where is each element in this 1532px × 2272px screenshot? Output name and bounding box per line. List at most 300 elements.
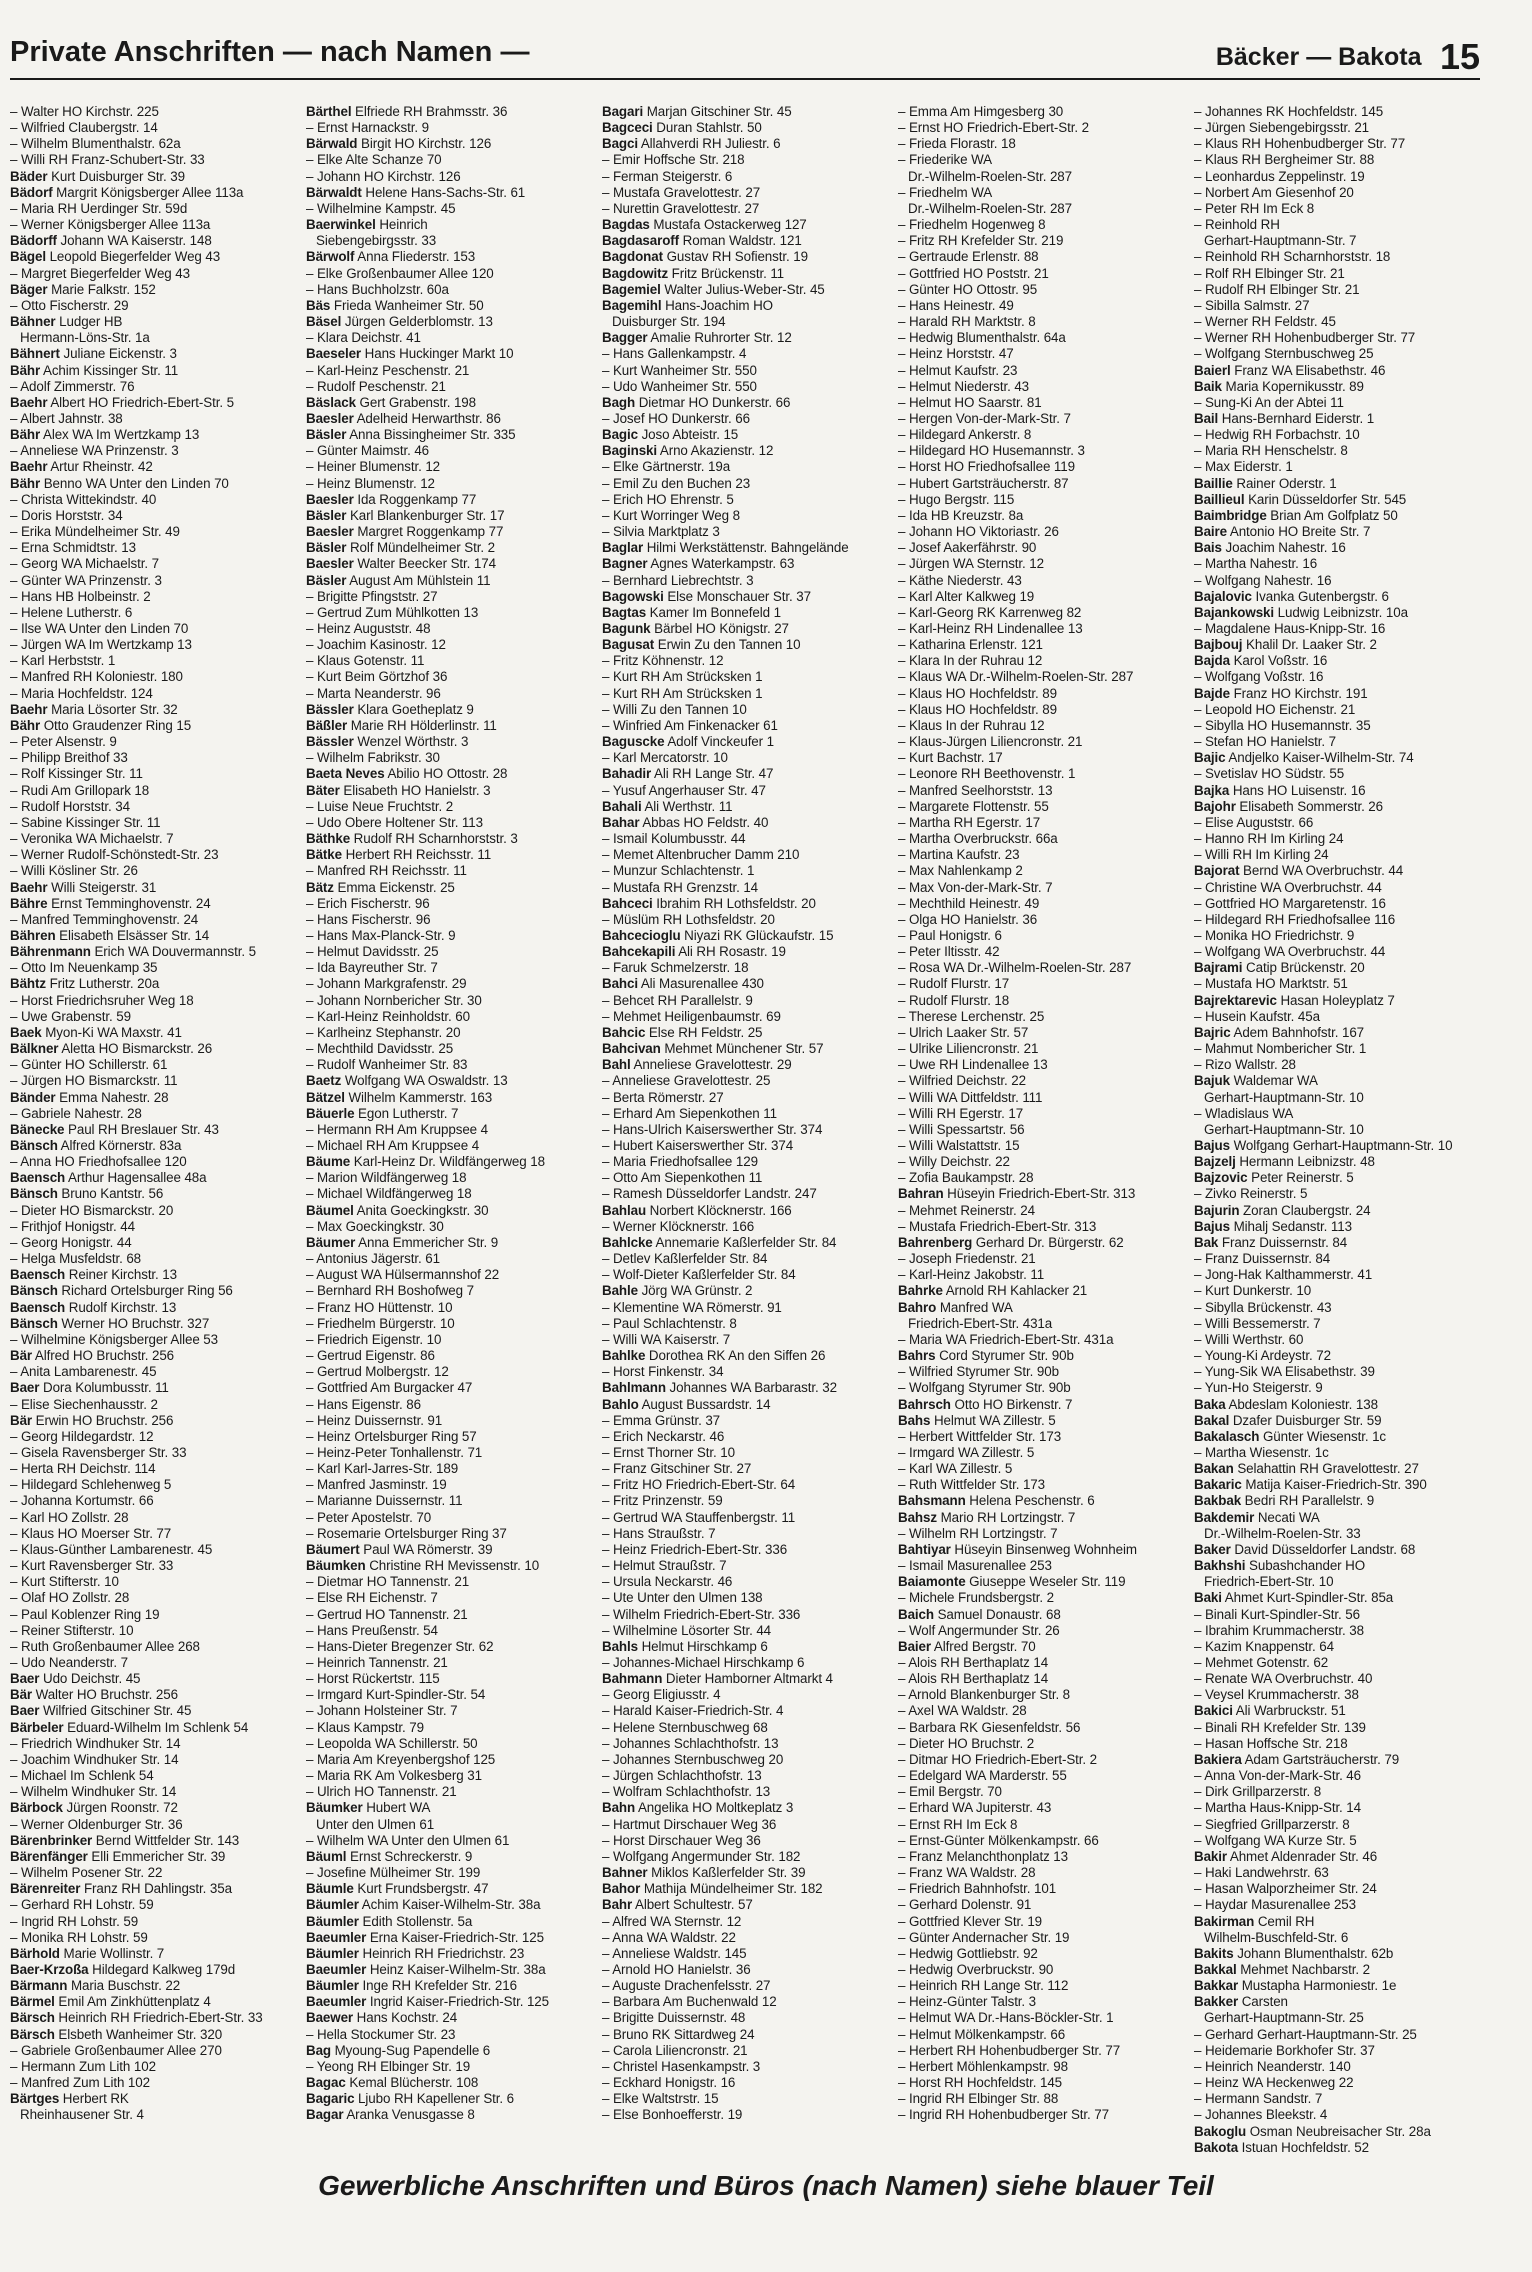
directory-entry xyxy=(306,1881,592,1897)
directory-entry xyxy=(1194,233,1480,249)
directory-entry xyxy=(602,2059,888,2075)
entry-surname: Bäslack xyxy=(306,394,356,410)
directory-entry xyxy=(898,1445,1184,1461)
entry-details: Alfred HO Bruchstr. 256 xyxy=(32,1348,175,1364)
entry-surname: Bahadir xyxy=(602,766,652,782)
directory-entry xyxy=(1194,1736,1480,1752)
entry-details: – Wilhelm RH Lortzingstr. 7 xyxy=(898,1525,1058,1541)
entry-details: – Alois RH Berthaplatz 14 xyxy=(898,1671,1049,1687)
directory-entry xyxy=(306,152,592,168)
entry-details: Anita Goeckingkstr. 30 xyxy=(353,1202,489,1218)
directory-entry xyxy=(898,944,1184,960)
directory-entry xyxy=(1194,1687,1480,1703)
entry-details: Frieda Wanheimer Str. 50 xyxy=(330,297,484,313)
entry-details: Adam Gartsträucherstr. 79 xyxy=(1241,1751,1400,1767)
directory-entry xyxy=(602,1057,888,1073)
directory-entry xyxy=(1194,1865,1480,1881)
directory-entry xyxy=(1194,1235,1480,1251)
entry-surname: Bäuml xyxy=(306,1848,347,1864)
directory-entry xyxy=(10,540,296,556)
directory-entry xyxy=(306,443,592,459)
directory-entry xyxy=(898,1397,1184,1413)
entry-surname: Baerwinkel xyxy=(306,217,376,233)
entry-details: Klara Goetheplatz 9 xyxy=(353,701,474,717)
entry-details: – Manfred Zum Lith 102 xyxy=(10,2075,150,2091)
entry-details: – Hasan Hoffsche Str. 218 xyxy=(1194,1735,1348,1751)
entry-details: – Willi Werthstr. 60 xyxy=(1194,1331,1304,1347)
directory-entry xyxy=(898,346,1184,362)
directory-entry xyxy=(306,783,592,799)
directory-entry xyxy=(898,1332,1184,1348)
directory-entry xyxy=(1194,1817,1480,1833)
entry-details: Otto HO Birkenstr. 7 xyxy=(950,1396,1073,1412)
directory-entry xyxy=(602,1332,888,1348)
entry-details: – Jürgen WA Sternstr. 12 xyxy=(898,556,1044,572)
directory-entry xyxy=(1194,152,1480,168)
entry-details: – Sibylla HO Husemannstr. 35 xyxy=(1194,717,1371,733)
entry-details: – Georg WA Michaelstr. 7 xyxy=(10,556,159,572)
directory-entry xyxy=(1194,1380,1480,1396)
entry-details: – Marianne Duissernstr. 11 xyxy=(306,1493,463,1509)
entry-surname: Baer xyxy=(10,1703,40,1719)
directory-entry xyxy=(898,1590,1184,1606)
entry-details: Adem Bahnhofstr. 167 xyxy=(1230,1024,1365,1040)
entry-details: – Erhard Am Siepenkothen 11 xyxy=(602,1105,777,1121)
entry-surname: Bätz xyxy=(306,879,334,895)
entry-details: Selahattin RH Gravelottestr. 27 xyxy=(1233,1461,1419,1477)
directory-entry xyxy=(898,1752,1184,1768)
directory-entry xyxy=(10,1283,296,1299)
entry-details: – Maria RK Am Volkesberg 31 xyxy=(306,1768,482,1784)
directory-entry xyxy=(898,1558,1184,1574)
directory-entry xyxy=(10,1671,296,1687)
entry-details: Marie Wollinstr. 7 xyxy=(59,1945,165,1961)
directory-entry xyxy=(10,1041,296,1057)
entry-surname: Bäsler xyxy=(306,507,347,523)
entry-details: Dora Kolumbusstr. 11 xyxy=(39,1380,169,1396)
entry-details: – Christa Wittekindstr. 40 xyxy=(10,491,157,507)
entry-details: – Willi Spessartstr. 56 xyxy=(898,1121,1025,1137)
entry-details: – Wilhelm Posener Str. 22 xyxy=(10,1865,163,1881)
entry-surname: Bahtiyar xyxy=(898,1541,951,1557)
directory-entry xyxy=(602,1607,888,1623)
entry-surname: Bajda xyxy=(1194,653,1230,669)
entry-surname: Bagac xyxy=(306,2075,346,2091)
directory-entry xyxy=(306,912,592,928)
entry-details: – Sibylla Brückenstr. 43 xyxy=(1194,1299,1332,1315)
entry-details: Gerhart-Hauptmann-Str. 25 xyxy=(1204,2010,1364,2026)
entry-details: – Svetislav HO Südstr. 55 xyxy=(1194,766,1345,782)
directory-entry xyxy=(602,2027,888,2043)
directory-entry xyxy=(898,1914,1184,1930)
entry-surname: Bakkal xyxy=(1194,1961,1237,1977)
entry-details: – Werner Königsberger Allee 113a xyxy=(10,217,211,233)
entry-details: Johann Blumenthalstr. 62b xyxy=(1233,1945,1394,1961)
entry-details: – Klara Deichstr. 41 xyxy=(306,330,421,346)
directory-entry xyxy=(10,459,296,475)
entry-details: Heinrich RH Friedrich-Ebert-Str. 33 xyxy=(54,2010,263,2026)
entry-details: Gerhart-Hauptmann-Str. 7 xyxy=(1204,233,1357,249)
entry-details: Emma Eickenstr. 25 xyxy=(333,879,455,895)
directory-entry xyxy=(602,169,888,185)
entry-details: – Christel Hasenkampstr. 3 xyxy=(602,2058,761,2074)
entry-details: – Bernhard Liebrechtstr. 3 xyxy=(602,572,754,588)
directory-entry xyxy=(10,1607,296,1623)
directory-entry xyxy=(10,1833,296,1849)
directory-entry xyxy=(898,1413,1184,1429)
entry-details: Achim Kissinger Str. 11 xyxy=(40,362,179,378)
directory-entry xyxy=(306,1073,592,1089)
directory-entry xyxy=(602,750,888,766)
entry-details: – Siegfried Grillparzerstr. 8 xyxy=(1194,1816,1350,1832)
directory-entry xyxy=(898,1994,1184,2010)
directory-entry xyxy=(306,1590,592,1606)
directory-entry xyxy=(602,443,888,459)
entry-surname: Bagdasaroff xyxy=(602,233,680,249)
entry-details: Niyazi RK Glückaufstr. 15 xyxy=(680,927,834,943)
entry-details: – Zivko Reinerstr. 5 xyxy=(1194,1186,1308,1202)
directory-entry xyxy=(602,605,888,621)
directory-entry xyxy=(1194,266,1480,282)
entry-details: Franz RH Dahlingstr. 35a xyxy=(80,1881,232,1897)
directory-entry xyxy=(602,476,888,492)
entry-details: – Jürgen HO Bismarckstr. 11 xyxy=(10,1073,178,1089)
directory-entry xyxy=(1194,2010,1480,2026)
directory-entry xyxy=(306,1817,592,1833)
entry-details: Necati WA xyxy=(1254,1509,1320,1525)
entry-details: – Elise Siechenhausstr. 2 xyxy=(10,1396,158,1412)
directory-entry xyxy=(1194,540,1480,556)
entry-details: – Klaus-Günther Lambarenestr. 45 xyxy=(10,1541,213,1557)
directory-entry xyxy=(306,1784,592,1800)
entry-surname: Bahceci xyxy=(602,895,653,911)
directory-entry xyxy=(602,718,888,734)
entry-details: Alfred Bergstr. 70 xyxy=(931,1638,1036,1654)
directory-entry xyxy=(306,120,592,136)
directory-entry xyxy=(1194,880,1480,896)
directory-entry xyxy=(1194,1106,1480,1122)
entry-details: – Hermann Sandstr. 7 xyxy=(1194,2091,1323,2107)
directory-entry xyxy=(1194,120,1480,136)
entry-details: Zoran Claubergstr. 24 xyxy=(1239,1202,1371,1218)
directory-entry xyxy=(898,1736,1184,1752)
directory-entry xyxy=(602,298,888,314)
entry-details: – Kurt Worringer Weg 8 xyxy=(602,507,740,523)
directory-entry xyxy=(306,2027,592,2043)
directory-entry xyxy=(898,1267,1184,1283)
directory-entry xyxy=(10,1493,296,1509)
entry-surname: Bakaric xyxy=(1194,1477,1242,1493)
entry-details: Duran Stahlstr. 50 xyxy=(652,120,762,136)
entry-details: Gustav RH Sofienstr. 19 xyxy=(662,249,808,265)
directory-entry xyxy=(1194,411,1480,427)
entry-details: Else Monschauer Str. 37 xyxy=(663,588,811,604)
entry-details: Maria Kopernikusstr. 89 xyxy=(1221,378,1364,394)
entry-details: Hans Huckinger Markt 10 xyxy=(361,346,514,362)
entry-details: – Axel WA Waldstr. 28 xyxy=(898,1703,1027,1719)
directory-entry xyxy=(898,1833,1184,1849)
entry-details: Dorothea RK An den Siffen 26 xyxy=(645,1348,826,1364)
directory-entry xyxy=(898,669,1184,685)
directory-entry xyxy=(10,395,296,411)
entry-details: Ibrahim RH Lothsfeldstr. 20 xyxy=(652,895,816,911)
directory-entry xyxy=(602,1574,888,1590)
entry-surname: Baimbridge xyxy=(1194,507,1267,523)
directory-entry xyxy=(1194,1800,1480,1816)
entry-details: Franz HO Kirchstr. 191 xyxy=(1229,685,1368,701)
directory-entry xyxy=(898,1510,1184,1526)
directory-entry xyxy=(602,1316,888,1332)
directory-entry xyxy=(1194,476,1480,492)
directory-entry xyxy=(898,1800,1184,1816)
entry-details: – Friedrich Eigenstr. 10 xyxy=(306,1331,442,1347)
directory-entry xyxy=(10,863,296,879)
directory-entry xyxy=(602,2010,888,2026)
directory-entry xyxy=(1194,2124,1480,2140)
entry-details: – Harald Kaiser-Friedrich-Str. 4 xyxy=(602,1703,784,1719)
directory-entry xyxy=(898,298,1184,314)
entry-details: Inge RH Krefelder Str. 216 xyxy=(358,1978,517,1994)
entry-details: – Heiner Blumenstr. 12 xyxy=(306,459,441,475)
entry-details: – Dieter HO Bismarckstr. 20 xyxy=(10,1202,174,1218)
directory-entry xyxy=(898,2107,1184,2123)
directory-entry xyxy=(10,1122,296,1138)
directory-entry xyxy=(602,217,888,233)
directory-entry xyxy=(306,282,592,298)
directory-entry xyxy=(306,1445,592,1461)
entry-surname: Bahor xyxy=(602,1881,641,1897)
entry-details: Christine RH Mevissenstr. 10 xyxy=(365,1558,540,1574)
directory-entry xyxy=(1194,847,1480,863)
entry-details: Mehmet Nachbarstr. 2 xyxy=(1236,1961,1370,1977)
directory-entry xyxy=(10,282,296,298)
entry-surname: Bähnert xyxy=(10,346,60,362)
entry-details: – Leopolda WA Schillerstr. 50 xyxy=(306,1735,478,1751)
entry-surname: Bäumler xyxy=(306,1913,359,1929)
entry-details: – Helmut Davidsstr. 25 xyxy=(306,944,439,960)
entry-details: Adelheid Herwarthstr. 86 xyxy=(353,410,501,426)
directory-entry xyxy=(602,944,888,960)
entry-details: Friedrich-Ebert-Str. 10 xyxy=(1204,1574,1334,1590)
entry-surname: Bänsch xyxy=(10,1186,58,1202)
directory-entry xyxy=(306,524,592,540)
entry-details: – Johann Markgrafenstr. 29 xyxy=(306,976,467,992)
directory-entry xyxy=(898,1703,1184,1719)
directory-entry xyxy=(306,2059,592,2075)
entry-surname: Bahsmann xyxy=(898,1493,966,1509)
entry-details: – Helmut WA Dr.-Hans-Böckler-Str. 1 xyxy=(898,2010,1114,2026)
directory-entry xyxy=(1194,637,1480,653)
entry-details: – Peter Apostelstr. 70 xyxy=(306,1509,432,1525)
entry-details: Marjan Gitschiner Str. 45 xyxy=(643,104,792,119)
entry-details: – Kurt Beim Görtzhof 36 xyxy=(306,669,448,685)
directory-entry xyxy=(602,1219,888,1235)
entry-details: – Monika RH Lohstr. 59 xyxy=(10,1929,148,1945)
entry-details: – Rudolf Peschenstr. 21 xyxy=(306,378,446,394)
entry-details: – Ingrid RH Lohstr. 59 xyxy=(10,1913,139,1929)
directory-entry xyxy=(306,1397,592,1413)
entry-details: – Yeong RH Elbinger Str. 19 xyxy=(306,2058,471,2074)
directory-entry xyxy=(602,1009,888,1025)
entry-details: – Katharina Erlenstr. 121 xyxy=(898,637,1043,653)
entry-details: – Karl WA Zillestr. 5 xyxy=(898,1461,1013,1477)
entry-surname: Bär xyxy=(10,1348,33,1364)
directory-entry xyxy=(602,395,888,411)
directory-entry xyxy=(10,1170,296,1186)
directory-entry xyxy=(602,104,888,120)
directory-entry xyxy=(306,1106,592,1122)
entry-surname: Bäßler xyxy=(306,717,348,733)
entry-details: – Heinz Auguststr. 48 xyxy=(306,621,431,636)
entry-details: – Memet Altenbrucher Damm 210 xyxy=(602,847,800,863)
entry-surname: Baier xyxy=(898,1638,931,1654)
directory-entry xyxy=(10,1461,296,1477)
directory-entry xyxy=(602,330,888,346)
directory-entry xyxy=(10,912,296,928)
entry-details: Bärbel HO Königstr. 27 xyxy=(650,621,789,636)
entry-surname: Baguscke xyxy=(602,734,665,750)
directory-entry xyxy=(1194,2075,1480,2091)
directory-entry xyxy=(898,863,1184,879)
entry-surname: Bagar xyxy=(306,2107,344,2123)
entry-details: Carsten xyxy=(1238,1994,1288,2010)
entry-details: – Maria WA Friedrich-Ebert-Str. 431a xyxy=(898,1331,1114,1347)
entry-details: – Veronika WA Michaelstr. 7 xyxy=(10,831,174,847)
entry-details: Arthur Hagensallee 48a xyxy=(65,1170,207,1186)
entry-surname: Baich xyxy=(898,1606,934,1622)
entry-details: Hans HO Luisenstr. 16 xyxy=(1229,782,1366,798)
entry-details: – Hans Gallenkampstr. 4 xyxy=(602,346,747,362)
entry-surname: Baehr xyxy=(10,394,48,410)
entry-details: – Fritz HO Friedrich-Ebert-Str. 64 xyxy=(602,1477,796,1493)
entry-surname: Bahner xyxy=(602,1865,648,1881)
directory-entry xyxy=(10,1219,296,1235)
entry-details: Rainer Oderstr. 1 xyxy=(1232,475,1337,491)
directory-entry xyxy=(10,1639,296,1655)
entry-details: Khalil Dr. Laaker Str. 2 xyxy=(1242,637,1377,653)
directory-entry xyxy=(898,476,1184,492)
directory-entry xyxy=(10,411,296,427)
entry-surname: Bagger xyxy=(602,330,648,346)
entry-surname: Bagemihl xyxy=(602,297,662,313)
entry-details: Unter den Ulmen 61 xyxy=(316,1816,435,1832)
directory-entry xyxy=(10,1930,296,1946)
directory-entry xyxy=(898,2043,1184,2059)
directory-entry xyxy=(1194,605,1480,621)
directory-entry xyxy=(1194,993,1480,1009)
directory-entry xyxy=(898,1009,1184,1025)
directory-entry xyxy=(1194,1671,1480,1687)
entry-details: – Paul Koblenzer Ring 19 xyxy=(10,1606,160,1622)
entry-details: – Martha Overbruckstr. 66a xyxy=(898,831,1058,847)
directory-entry xyxy=(1194,1041,1480,1057)
directory-entry xyxy=(898,2091,1184,2107)
entry-surname: Bagdowitz xyxy=(602,265,669,281)
directory-entry xyxy=(306,1736,592,1752)
entry-details: Gerhart-Hauptmann-Str. 10 xyxy=(1204,1089,1364,1105)
entry-details: Ali RH Lange Str. 47 xyxy=(651,766,774,782)
entry-surname: Bärenbrinker xyxy=(10,1832,93,1848)
entry-details: – Friedhelm WA xyxy=(898,184,993,200)
directory-entry xyxy=(306,1978,592,1994)
entry-details: Wenzel Wörthstr. 3 xyxy=(353,734,469,750)
entry-details: – Friedhelm Hogenweg 8 xyxy=(898,217,1046,233)
entry-surname: Bähr xyxy=(10,362,41,378)
entry-surname: Baensch xyxy=(10,1170,66,1186)
entry-details: – Else RH Eichenstr. 7 xyxy=(306,1590,438,1606)
directory-entry xyxy=(306,1203,592,1219)
entry-details: Elli Emmericher Str. 39 xyxy=(87,1848,226,1864)
entry-details: – Alois RH Berthaplatz 14 xyxy=(898,1655,1049,1670)
entry-details: – Bruno RK Sittardweg 24 xyxy=(602,2026,755,2042)
entry-details: – Martha RH Egerstr. 17 xyxy=(898,814,1041,830)
entry-details: Margrit Königsberger Allee 113a xyxy=(52,184,244,200)
directory-entry xyxy=(898,363,1184,379)
directory-entry xyxy=(306,1558,592,1574)
directory-entry xyxy=(306,1267,592,1283)
directory-entry xyxy=(1194,427,1480,443)
directory-entry xyxy=(10,524,296,540)
entry-details: – Harald RH Marktstr. 8 xyxy=(898,314,1036,330)
directory-entry xyxy=(602,1090,888,1106)
directory-entry xyxy=(10,1106,296,1122)
entry-surname: Baka xyxy=(1194,1396,1226,1412)
entry-details: Istuan Hochfeldstr. 52 xyxy=(1238,2139,1370,2155)
directory-entry xyxy=(1194,1930,1480,1946)
entry-surname: Baeumler xyxy=(306,1929,367,1945)
entry-details: Jürgen Gelderblomstr. 13 xyxy=(341,314,493,330)
directory-entry xyxy=(306,2091,592,2107)
entry-surname: Baki xyxy=(1194,1590,1222,1606)
entry-details: – Kurt Dunkerstr. 10 xyxy=(1194,1283,1312,1299)
entry-details: – August WA Hülsermannshof 22 xyxy=(306,1267,500,1283)
directory-entry xyxy=(306,702,592,718)
directory-entry xyxy=(306,1703,592,1719)
entry-details: – Günter HO Schillerstr. 61 xyxy=(10,1057,168,1073)
entry-details: – Klaus In der Ruhrau 12 xyxy=(898,717,1045,733)
directory-entry xyxy=(602,540,888,556)
entry-details: – Barbara Am Buchenwald 12 xyxy=(602,1994,777,2010)
entry-details: Albert Schultestr. 57 xyxy=(632,1897,753,1913)
directory-entry xyxy=(1194,1914,1480,1930)
directory-entry xyxy=(602,1881,888,1897)
directory-entry xyxy=(898,718,1184,734)
directory-entry xyxy=(306,169,592,185)
directory-entry xyxy=(1194,524,1480,540)
entry-surname: Bahr xyxy=(602,1897,633,1913)
directory-entry xyxy=(1194,912,1480,928)
directory-entry xyxy=(602,1510,888,1526)
entry-details: – Johann Holsteiner Str. 7 xyxy=(306,1703,458,1719)
entry-details: – Hildegard Ankerstr. 8 xyxy=(898,427,1032,443)
entry-details: – Mechthild Heinestr. 49 xyxy=(898,895,1040,911)
directory-entry xyxy=(306,2010,592,2026)
entry-details: – Ernst Harnackstr. 9 xyxy=(306,120,429,136)
directory-entry xyxy=(898,1300,1184,1316)
directory-entry xyxy=(306,1849,592,1865)
entry-surname: Bajalovic xyxy=(1194,588,1252,604)
directory-entry xyxy=(1194,589,1480,605)
entry-details: Else RH Feldstr. 25 xyxy=(645,1024,763,1040)
directory-entry xyxy=(898,540,1184,556)
directory-entry xyxy=(306,573,592,589)
directory-entry xyxy=(1194,1720,1480,1736)
entry-surname: Bärsch xyxy=(10,2010,55,2026)
directory-entry xyxy=(602,799,888,815)
entry-surname: Baensch xyxy=(10,1267,66,1283)
entry-surname: Bäumel xyxy=(306,1202,354,1218)
entry-details: – Franz WA Waldstr. 28 xyxy=(898,1865,1036,1881)
